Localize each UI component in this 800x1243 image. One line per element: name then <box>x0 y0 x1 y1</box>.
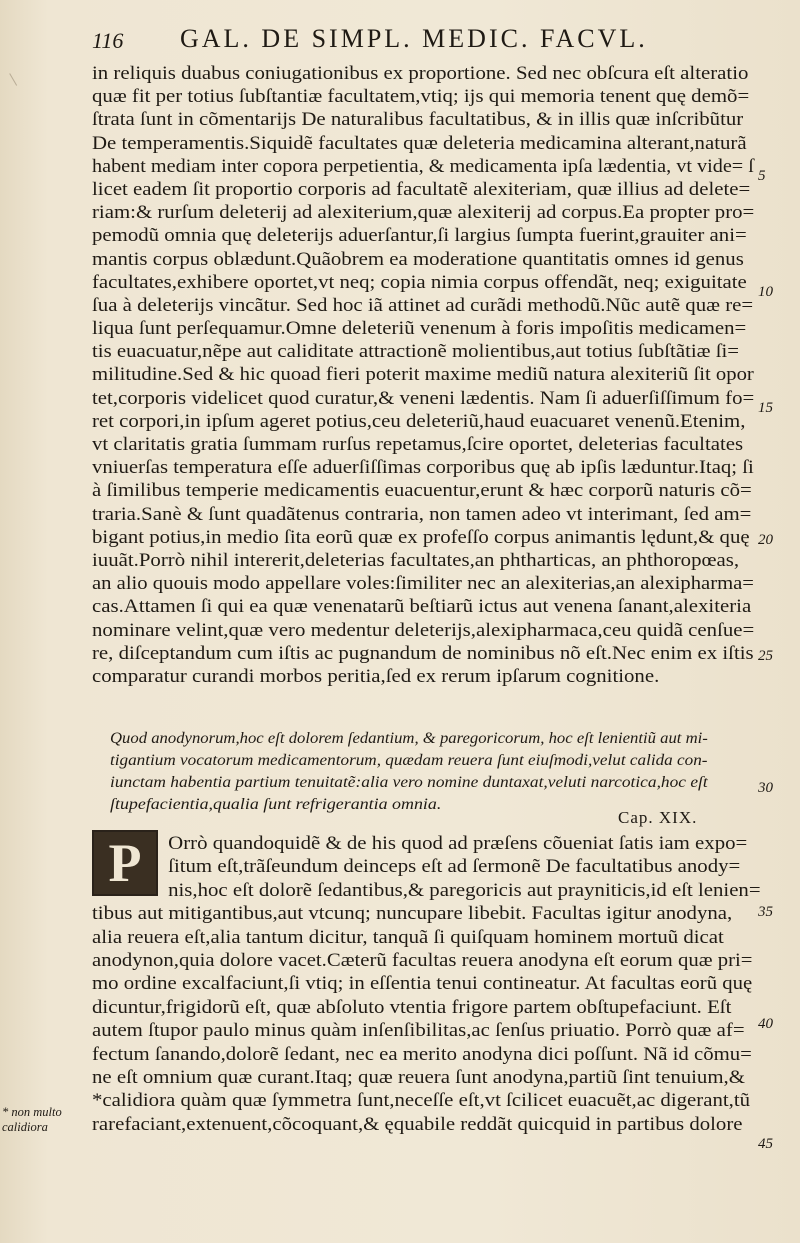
text-line: riam:& rurſum deleterij ad alexiterium,quæ alexiterij ad corpus.Ea propter pro= <box>92 202 755 224</box>
text-line: facultates,exhibere oportet,vt neq; copia nimia corpus offendãt, neq; exiguitate <box>92 271 747 293</box>
text-line: militudine.Sed & hic quoad fieri poterit maxime mediũ natura alexiteriũ ſit opor <box>92 364 754 386</box>
text-line: vt claritatis gratia ſummam rurſus repetamus,ſcire oportet, deleterias facultates <box>92 434 744 455</box>
text-line: tis euacuatur,nẽpe aut caliditate attractionẽ molientibus,aut totius ſubſtãtiæ ſi= <box>92 341 740 363</box>
running-title: GAL. DE SIMPL. MEDIC. FACVL. <box>180 24 648 53</box>
text-line: iuuãt.Porrò nihil intererit,deleterias facultates,an phtharticas, an phthoropœas, <box>92 549 740 571</box>
text-line: mo ordine excalfaciunt,ſi vtiq; in eſſentia tenui contineatur. At facultas eorũ quę <box>92 973 753 995</box>
text-line: pemodũ omnia quę deleterijs aduerſantur,ſi largius ſumpta fuerint,grauiter ani= <box>92 225 747 247</box>
chapter-label: Cap. XIX. <box>618 808 698 827</box>
summary-line: Quod anodynorum,hoc eſt dolorem ſedantium, & paregoricorum, hoc eſt lenientiũ aut mi- <box>110 730 708 747</box>
text-line: vniuerſas temperatura eſſe aduerſiſſimas corporibus quę ab ipſis læduntur.Itaq; ſi <box>92 457 754 479</box>
margin-note-line: calidiora <box>2 1120 48 1134</box>
text-line: dicuntur,frigidorũ eſt, quæ abſoluto vtentia frigore partem obſtupefaciunt. Eſt <box>92 996 732 1018</box>
page-header <box>92 24 752 58</box>
text-line: tibus aut mitigantibus,aut vtcunq; nuncupare libebit. Facultas igitur anodyna, <box>92 903 733 925</box>
text-line: traria.Sanè & ſunt quadãtenus contraria, non tamen adeo vt interimant, ſed am= <box>92 503 752 525</box>
text-line: à ſimilibus temperie medicamentis euacuentur,erunt & hæc corporũ naturis cõ= <box>92 480 752 502</box>
text-line: habent mediam inter copora perpetientia, & medicamenta ipſa lædentia, vt vide= ſ <box>92 155 754 177</box>
text-line: ſitum eſt,trãſeundum deinceps eſt ad ſermonẽ De facultatibus anody= <box>168 856 741 878</box>
line-number-40: 40 <box>758 1016 773 1032</box>
text-line: an alio quouis modo appellare voles:ſimiliter nec an alexiterias,an alexipharma= <box>92 573 754 595</box>
text-line: tet,corporis videlicet quod curatur,& veneni lædentis. Nam ſi aduerſiſſimum fo= <box>92 387 755 409</box>
text-line: *calidiora quàm quæ ſymmetra ſunt,neceſſe eſt,vt ſcilicet euacuẽt,ac digerant,tũ <box>92 1090 751 1112</box>
summary-line: ſtupefacientia,qualia ſunt refrigerantia omnia. <box>110 796 442 813</box>
text-line: quæ fit per totius ſubſtantiæ facultatem,vtiq; ijs qui memoria tenent quę demõ= <box>92 86 750 108</box>
text-line: Orrò quandoquidẽ & de his quod ad præſens cõueniat ſatis iam expo= <box>168 833 748 854</box>
line-number-30: 30 <box>758 780 773 796</box>
line-number-10: 10 <box>758 284 773 300</box>
text-line: licet eadem ſit proportio corporis ad facultatẽ alexiteriam, quæ illius ad delete= <box>92 178 751 200</box>
text-line: De temperamentis.Siquidẽ facultates quæ deleteria medicamina alterant,naturã <box>92 132 747 154</box>
line-number-25: 25 <box>758 648 773 664</box>
text-line: autem ſtupor paulo minus quàm inſenſibilitas,ac ſenſus priuatio. Porrò quæ af= <box>92 1020 745 1042</box>
text-line: bigant potius,in medio ſita eorũ quæ ex profeſſo corpus animantis lędunt,& quę <box>92 526 750 548</box>
text-line: ret corpori,in ipſum ageret potius,ceu deleteriũ,haud euacuaret venenũ.Etenim, <box>92 410 746 432</box>
text-line: nis,hoc eſt dolorẽ ſedantibus,& paregoricis aut prayniticis,id eſt lenien= <box>168 879 761 901</box>
text-line: liqua ſunt perſequamur.Omne deleteriũ venenum à foris impoſitis medicamen= <box>92 318 747 340</box>
text-line: re, diſceptandum cum iſtis ac pugnandum de nominibus nõ eſt.Nec enim ex iſtis <box>92 642 754 664</box>
text-line: in reliquis duabus coniugationibus ex proportione. Sed nec obſcura eſt alteratio <box>92 63 749 84</box>
margin-note-line: * non multo <box>2 1105 62 1119</box>
text-line: ſua à deleterijs vincãtur. Sed hoc iã attinet ad curãdi methodũ.Nũc autẽ quæ re= <box>92 294 754 316</box>
text-line: alia reuera eſt,alia tantum dicitur, tanquã ſi quiſquam hominem mortuũ dicat <box>92 926 724 948</box>
text-line: anodynon,quia dolore vacet.Cæterũ facultas reuera anodyna eſt eorum quæ pri= <box>92 949 753 971</box>
text-line: nominare velint,quæ vero medentur deleterijs,alexipharmaca,ceu quidã cenſue= <box>92 619 755 641</box>
line-number-15: 15 <box>758 400 773 416</box>
text-line: cas.Attamen ſi qui ea quæ venenatarũ beſtiarũ ictus aut venena ſanant,alexiteria <box>92 596 752 618</box>
line-number-35: 35 <box>758 904 773 920</box>
text-line: ne eſt omnium quæ curant.Itaq; quæ reuera ſunt anodyna,partiũ ſint tenuium,& <box>92 1066 745 1088</box>
line-number-45: 45 <box>758 1136 773 1152</box>
summary-line: iunctam habentia partium tenuitatẽ:alia vero nomine duntaxat,veluti narcotica,hoc eſt <box>110 774 708 791</box>
chapter-summary <box>110 728 720 816</box>
text-line: rarefaciant,extenuent,cõcoquant,& ęquabile reddãt quicquid in partibus dolore <box>92 1113 743 1135</box>
text-line: ſtrata ſunt in cõmentarijs De naturalibus facultatibus, & in illis quæ inſcribũtur <box>92 109 744 131</box>
line-number-5: 5 <box>758 168 766 184</box>
page-number: 116 <box>92 28 124 53</box>
text-line: comparatur curandi morbos peritia,ſed ex rerum ipſarum cognitione. <box>92 665 660 687</box>
text-line: fectum ſanando,dolorẽ ſedant, nec ea merito anodyna dici poſſunt. Nã id cõmu= <box>92 1043 752 1065</box>
margin-note <box>2 1105 82 1135</box>
summary-line: tigantium vocatorum medicamentorum, quædam reuera ſunt eiuſmodi,velut calida con- <box>110 752 708 769</box>
gutter-mark <box>9 68 26 86</box>
text-line: mantis corpus oblædunt.Quãobrem ea moderatione quantitatis omnes id genus <box>92 248 744 270</box>
initial-letter: P <box>108 833 142 893</box>
section-text <box>92 832 764 1136</box>
body-text <box>92 62 762 688</box>
line-number-20: 20 <box>758 532 773 548</box>
